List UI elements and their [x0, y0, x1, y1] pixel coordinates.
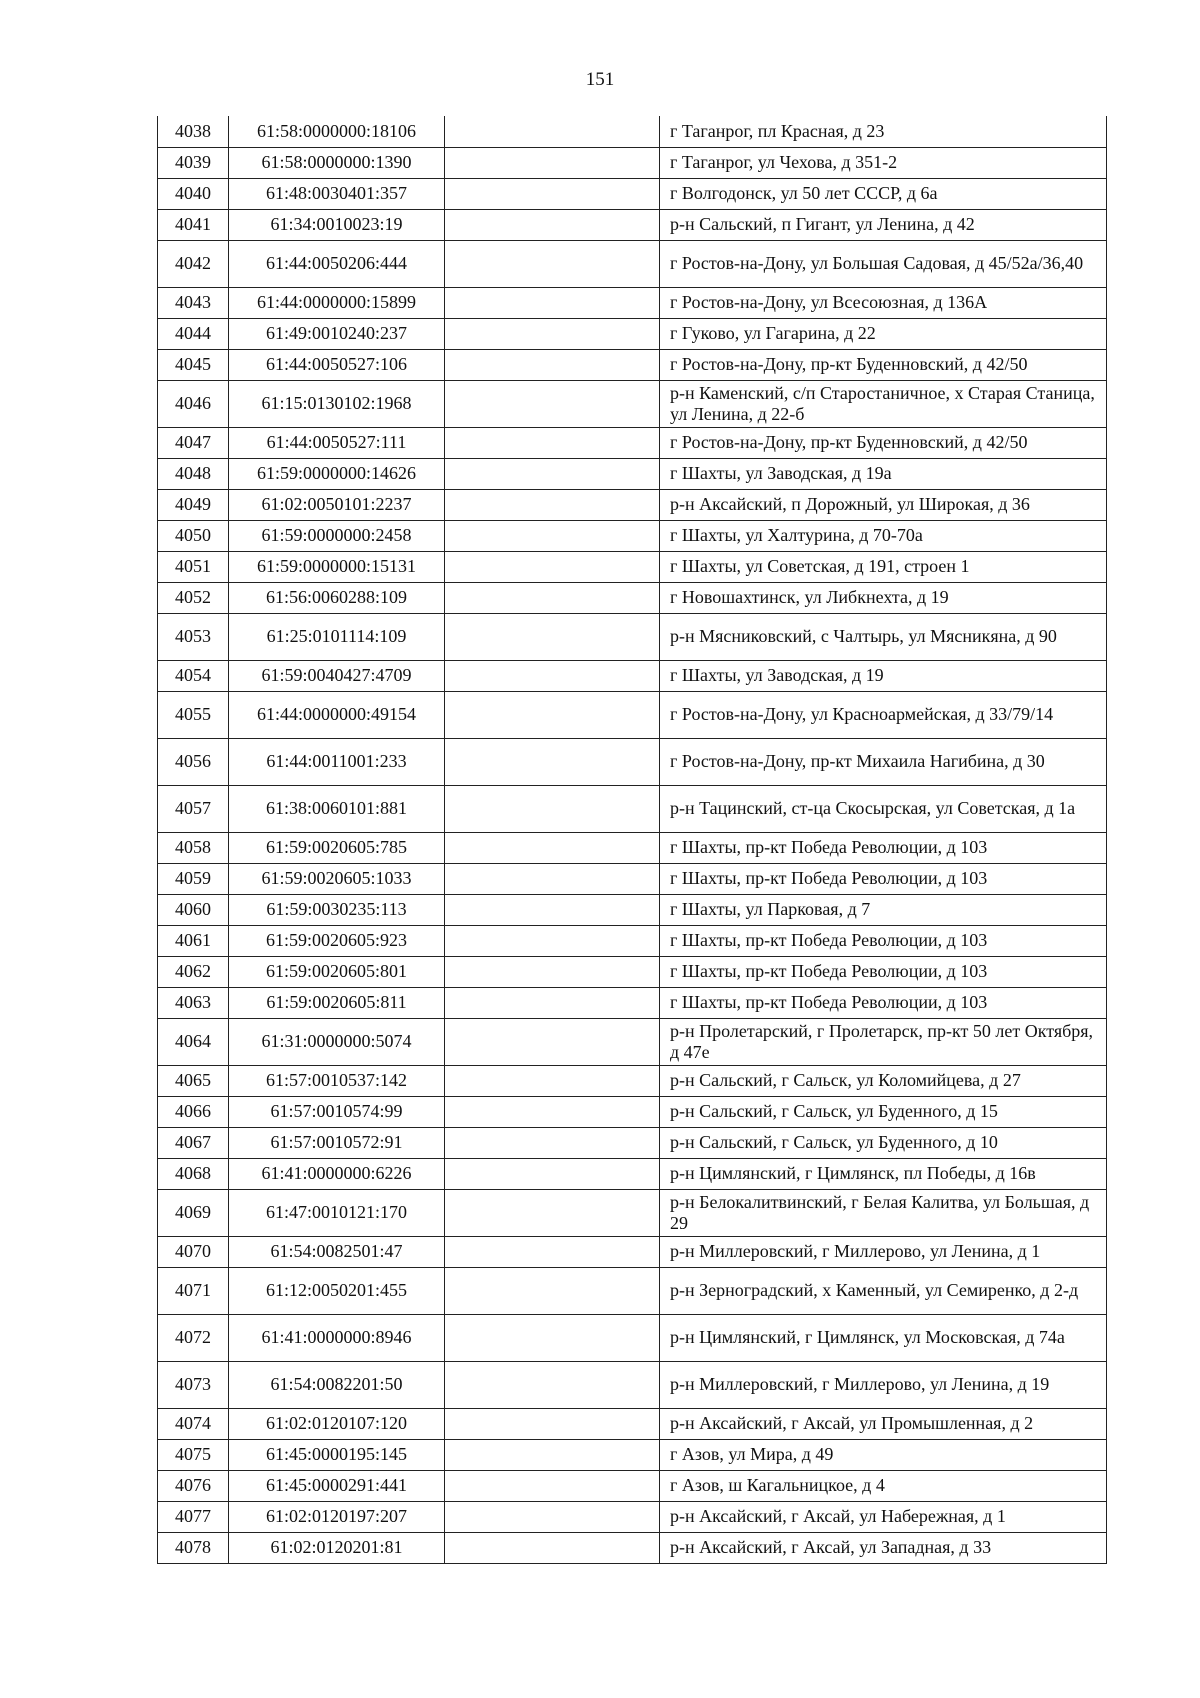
empty-cell: [445, 458, 660, 489]
empty-cell: [445, 1189, 660, 1236]
address-cell: г Новошахтинск, ул Либкнехта, д 19: [660, 582, 1107, 613]
cadastral-number-cell: 61:54:0082201:50: [229, 1361, 445, 1408]
row-number-cell: 4039: [158, 147, 229, 178]
empty-cell: [445, 1501, 660, 1532]
address-cell: г Гуково, ул Гагарина, д 22: [660, 318, 1107, 349]
address-cell: р-н Миллеровский, г Миллерово, ул Ленина, д 19: [660, 1361, 1107, 1408]
row-number-cell: 4064: [158, 1018, 229, 1065]
address-cell: г Таганрог, пл Красная, д 23: [660, 116, 1107, 147]
cadastral-number-cell: 61:12:0050201:455: [229, 1267, 445, 1314]
address-cell: р-н Тацинский, ст-ца Скосырская, ул Советская, д 1а: [660, 785, 1107, 832]
cadastral-number-cell: 61:31:0000000:5074: [229, 1018, 445, 1065]
empty-cell: [445, 318, 660, 349]
empty-cell: [445, 1361, 660, 1408]
empty-cell: [445, 349, 660, 380]
address-cell: р-н Аксайский, г Аксай, ул Набережная, д 1: [660, 1501, 1107, 1532]
cadastral-number-cell: 61:44:0000000:15899: [229, 287, 445, 318]
table-row: [158, 613, 1107, 660]
row-number-cell: 4054: [158, 660, 229, 691]
cadastral-number-cell: 61:59:0000000:2458: [229, 520, 445, 551]
table-row: [158, 738, 1107, 785]
row-number-cell: 4056: [158, 738, 229, 785]
table-row: [158, 582, 1107, 613]
row-number-cell: 4068: [158, 1158, 229, 1189]
table-row: [158, 1267, 1107, 1314]
table-row: [158, 1189, 1107, 1236]
table-row: [158, 987, 1107, 1018]
cadastral-number-cell: 61:44:0050206:444: [229, 240, 445, 287]
address-cell: р-н Зерноградский, х Каменный, ул Семиренко, д 2-д: [660, 1267, 1107, 1314]
cadastral-number-cell: 61:58:0000000:1390: [229, 147, 445, 178]
address-cell: г Ростов-на-Дону, пр-кт Михаила Нагибина, д 30: [660, 738, 1107, 785]
empty-cell: [445, 116, 660, 147]
cadastral-number-cell: 61:59:0020605:785: [229, 832, 445, 863]
address-cell: г Шахты, ул Халтурина, д 70-70а: [660, 520, 1107, 551]
empty-cell: [445, 1314, 660, 1361]
address-cell: р-н Цимлянский, г Цимлянск, ул Московская, д 74а: [660, 1314, 1107, 1361]
table-row: [158, 1065, 1107, 1096]
table-row: [158, 832, 1107, 863]
empty-cell: [445, 1018, 660, 1065]
row-number-cell: 4066: [158, 1096, 229, 1127]
row-number-cell: 4044: [158, 318, 229, 349]
empty-cell: [445, 1096, 660, 1127]
address-cell: р-н Сальский, г Сальск, ул Буденного, д 15: [660, 1096, 1107, 1127]
table-row: [158, 1470, 1107, 1501]
table-row: [158, 209, 1107, 240]
empty-cell: [445, 863, 660, 894]
row-number-cell: 4040: [158, 178, 229, 209]
cadastral-number-cell: 61:57:0010537:142: [229, 1065, 445, 1096]
address-cell: р-н Аксайский, п Дорожный, ул Широкая, д 36: [660, 489, 1107, 520]
table-row: [158, 863, 1107, 894]
empty-cell: [445, 1439, 660, 1470]
table-row: [158, 1314, 1107, 1361]
empty-cell: [445, 738, 660, 785]
address-cell: г Шахты, ул Парковая, д 7: [660, 894, 1107, 925]
cadastral-number-cell: 61:59:0000000:15131: [229, 551, 445, 582]
row-number-cell: 4043: [158, 287, 229, 318]
address-cell: г Азов, ш Кагальницкое, д 4: [660, 1470, 1107, 1501]
row-number-cell: 4057: [158, 785, 229, 832]
address-cell: р-н Цимлянский, г Цимлянск, пл Победы, д 16в: [660, 1158, 1107, 1189]
cadastral-number-cell: 61:59:0000000:14626: [229, 458, 445, 489]
address-cell: р-н Аксайский, г Аксай, ул Западная, д 33: [660, 1532, 1107, 1563]
table-row: [158, 116, 1107, 147]
table-row: [158, 894, 1107, 925]
empty-cell: [445, 691, 660, 738]
empty-cell: [445, 178, 660, 209]
empty-cell: [445, 1267, 660, 1314]
address-cell: г Шахты, пр-кт Победа Революции, д 103: [660, 863, 1107, 894]
empty-cell: [445, 209, 660, 240]
empty-cell: [445, 240, 660, 287]
table-row: [158, 1158, 1107, 1189]
empty-cell: [445, 380, 660, 427]
address-cell: г Ростов-на-Дону, ул Большая Садовая, д 45/52а/36,40: [660, 240, 1107, 287]
cadastral-number-cell: 61:59:0020605:811: [229, 987, 445, 1018]
row-number-cell: 4060: [158, 894, 229, 925]
cadastral-number-cell: 61:45:0000195:145: [229, 1439, 445, 1470]
row-number-cell: 4051: [158, 551, 229, 582]
row-number-cell: 4075: [158, 1439, 229, 1470]
table-row: [158, 520, 1107, 551]
table-row: [158, 1408, 1107, 1439]
table-row: [158, 147, 1107, 178]
address-cell: г Ростов-на-Дону, пр-кт Буденновский, д 42/50: [660, 427, 1107, 458]
address-cell: г Шахты, пр-кт Победа Революции, д 103: [660, 987, 1107, 1018]
table-row: [158, 318, 1107, 349]
empty-cell: [445, 520, 660, 551]
address-cell: г Ростов-на-Дону, пр-кт Буденновский, д 42/50: [660, 349, 1107, 380]
address-cell: р-н Пролетарский, г Пролетарск, пр-кт 50 лет Октября, д 47е: [660, 1018, 1107, 1065]
cadastral-number-cell: 61:57:0010572:91: [229, 1127, 445, 1158]
empty-cell: [445, 987, 660, 1018]
address-cell: г Азов, ул Мира, д 49: [660, 1439, 1107, 1470]
table-row: [158, 1096, 1107, 1127]
empty-cell: [445, 1532, 660, 1563]
empty-cell: [445, 582, 660, 613]
cadastral-number-cell: 61:56:0060288:109: [229, 582, 445, 613]
address-cell: г Ростов-на-Дону, ул Всесоюзная, д 136А: [660, 287, 1107, 318]
row-number-cell: 4050: [158, 520, 229, 551]
empty-cell: [445, 956, 660, 987]
address-cell: р-н Сальский, г Сальск, ул Буденного, д 10: [660, 1127, 1107, 1158]
address-cell: г Ростов-на-Дону, ул Красноармейская, д 33/79/14: [660, 691, 1107, 738]
empty-cell: [445, 1236, 660, 1267]
cadastral-number-cell: 61:48:0030401:357: [229, 178, 445, 209]
empty-cell: [445, 925, 660, 956]
cadastral-number-cell: 61:44:0011001:233: [229, 738, 445, 785]
cadastral-number-cell: 61:58:0000000:18106: [229, 116, 445, 147]
empty-cell: [445, 287, 660, 318]
row-number-cell: 4059: [158, 863, 229, 894]
row-number-cell: 4074: [158, 1408, 229, 1439]
cadastral-number-cell: 61:57:0010574:99: [229, 1096, 445, 1127]
table-row: [158, 1361, 1107, 1408]
address-cell: р-н Сальский, п Гигант, ул Ленина, д 42: [660, 209, 1107, 240]
table-row: [158, 240, 1107, 287]
empty-cell: [445, 1065, 660, 1096]
table-row: [158, 925, 1107, 956]
table-row: [158, 1127, 1107, 1158]
empty-cell: [445, 1127, 660, 1158]
table-row: [158, 691, 1107, 738]
cadastral-number-cell: 61:44:0000000:49154: [229, 691, 445, 738]
page-number: 151: [585, 69, 615, 90]
cadastral-number-cell: 61:02:0120107:120: [229, 1408, 445, 1439]
table-row: [158, 458, 1107, 489]
cadastral-number-cell: 61:54:0082501:47: [229, 1236, 445, 1267]
row-number-cell: 4067: [158, 1127, 229, 1158]
address-cell: г Волгодонск, ул 50 лет СССР, д 6а: [660, 178, 1107, 209]
empty-cell: [445, 147, 660, 178]
table-row: [158, 287, 1107, 318]
table-row: [158, 178, 1107, 209]
cadastral-number-cell: 61:59:0030235:113: [229, 894, 445, 925]
empty-cell: [445, 613, 660, 660]
property-registry-table: [157, 116, 1107, 1564]
address-cell: г Шахты, пр-кт Победа Революции, д 103: [660, 832, 1107, 863]
address-cell: р-н Мясниковский, с Чалтырь, ул Мясникяна, д 90: [660, 613, 1107, 660]
row-number-cell: 4055: [158, 691, 229, 738]
row-number-cell: 4052: [158, 582, 229, 613]
empty-cell: [445, 551, 660, 582]
table-row: [158, 1018, 1107, 1065]
cadastral-number-cell: 61:34:0010023:19: [229, 209, 445, 240]
address-cell: г Шахты, ул Заводская, д 19а: [660, 458, 1107, 489]
empty-cell: [445, 1408, 660, 1439]
row-number-cell: 4069: [158, 1189, 229, 1236]
address-cell: р-н Аксайский, г Аксай, ул Промышленная, д 2: [660, 1408, 1107, 1439]
cadastral-number-cell: 61:25:0101114:109: [229, 613, 445, 660]
row-number-cell: 4076: [158, 1470, 229, 1501]
empty-cell: [445, 660, 660, 691]
row-number-cell: 4077: [158, 1501, 229, 1532]
address-cell: г Шахты, ул Советская, д 191, строен 1: [660, 551, 1107, 582]
row-number-cell: 4058: [158, 832, 229, 863]
row-number-cell: 4062: [158, 956, 229, 987]
empty-cell: [445, 832, 660, 863]
cadastral-number-cell: 61:38:0060101:881: [229, 785, 445, 832]
empty-cell: [445, 489, 660, 520]
cadastral-number-cell: 61:02:0050101:2237: [229, 489, 445, 520]
cadastral-number-cell: 61:47:0010121:170: [229, 1189, 445, 1236]
table-row: [158, 380, 1107, 427]
cadastral-number-cell: 61:45:0000291:441: [229, 1470, 445, 1501]
empty-cell: [445, 1158, 660, 1189]
table-row: [158, 427, 1107, 458]
row-number-cell: 4049: [158, 489, 229, 520]
row-number-cell: 4048: [158, 458, 229, 489]
cadastral-number-cell: 61:44:0050527:111: [229, 427, 445, 458]
cadastral-number-cell: 61:59:0020605:923: [229, 925, 445, 956]
empty-cell: [445, 894, 660, 925]
row-number-cell: 4045: [158, 349, 229, 380]
row-number-cell: 4070: [158, 1236, 229, 1267]
row-number-cell: 4047: [158, 427, 229, 458]
address-cell: р-н Миллеровский, г Миллерово, ул Ленина, д 1: [660, 1236, 1107, 1267]
cadastral-number-cell: 61:41:0000000:6226: [229, 1158, 445, 1189]
table-row: [158, 551, 1107, 582]
row-number-cell: 4078: [158, 1532, 229, 1563]
empty-cell: [445, 1470, 660, 1501]
cadastral-number-cell: 61:44:0050527:106: [229, 349, 445, 380]
table-row: [158, 1439, 1107, 1470]
table-row: [158, 1236, 1107, 1267]
row-number-cell: 4071: [158, 1267, 229, 1314]
empty-cell: [445, 785, 660, 832]
table-body: [158, 116, 1107, 1563]
address-cell: р-н Сальский, г Сальск, ул Коломийцева, д 27: [660, 1065, 1107, 1096]
address-cell: р-н Каменский, с/п Старостаничное, х Старая Станица, ул Ленина, д 22-б: [660, 380, 1107, 427]
address-cell: г Шахты, пр-кт Победа Революции, д 103: [660, 956, 1107, 987]
address-cell: г Шахты, ул Заводская, д 19: [660, 660, 1107, 691]
row-number-cell: 4041: [158, 209, 229, 240]
table-row: [158, 956, 1107, 987]
row-number-cell: 4073: [158, 1361, 229, 1408]
cadastral-number-cell: 61:59:0020605:801: [229, 956, 445, 987]
row-number-cell: 4038: [158, 116, 229, 147]
cadastral-number-cell: 61:15:0130102:1968: [229, 380, 445, 427]
row-number-cell: 4061: [158, 925, 229, 956]
address-cell: р-н Белокалитвинский, г Белая Калитва, ул Большая, д 29: [660, 1189, 1107, 1236]
table-row: [158, 660, 1107, 691]
table-row: [158, 349, 1107, 380]
table-row: [158, 489, 1107, 520]
row-number-cell: 4042: [158, 240, 229, 287]
cadastral-number-cell: 61:41:0000000:8946: [229, 1314, 445, 1361]
cadastral-number-cell: 61:59:0040427:4709: [229, 660, 445, 691]
table-row: [158, 1532, 1107, 1563]
address-cell: г Таганрог, ул Чехова, д 351-2: [660, 147, 1107, 178]
cadastral-number-cell: 61:49:0010240:237: [229, 318, 445, 349]
cadastral-number-cell: 61:02:0120197:207: [229, 1501, 445, 1532]
row-number-cell: 4065: [158, 1065, 229, 1096]
cadastral-number-cell: 61:02:0120201:81: [229, 1532, 445, 1563]
row-number-cell: 4053: [158, 613, 229, 660]
row-number-cell: 4046: [158, 380, 229, 427]
empty-cell: [445, 427, 660, 458]
row-number-cell: 4072: [158, 1314, 229, 1361]
table-row: [158, 1501, 1107, 1532]
cadastral-number-cell: 61:59:0020605:1033: [229, 863, 445, 894]
row-number-cell: 4063: [158, 987, 229, 1018]
address-cell: г Шахты, пр-кт Победа Революции, д 103: [660, 925, 1107, 956]
table-row: [158, 785, 1107, 832]
